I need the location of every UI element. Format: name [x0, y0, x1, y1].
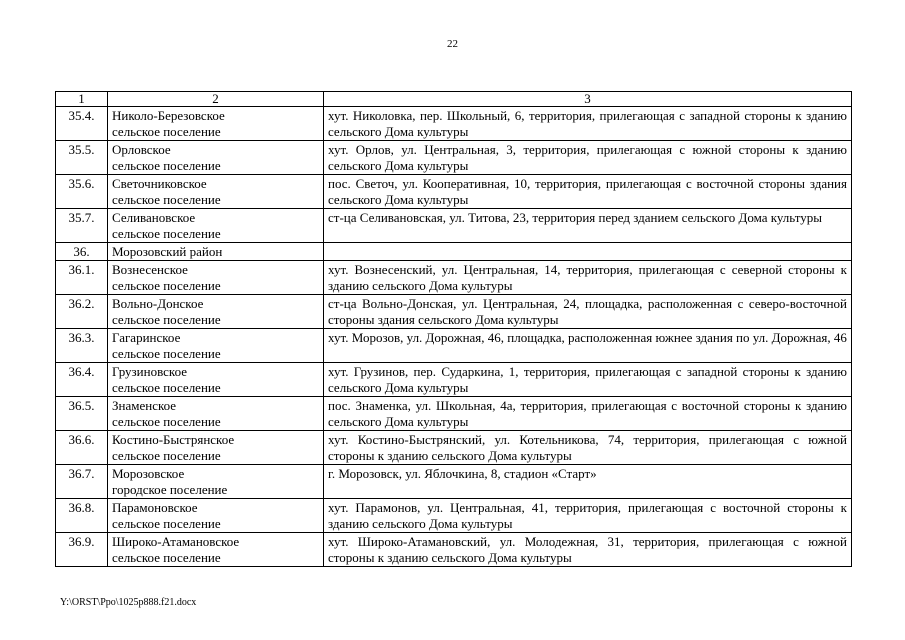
settlement-type: сельское поселение: [112, 124, 221, 139]
location-address: хут. Костино-Быстрянский, ул. Котельникова, 74, территория, прилегающая с южной стороны к зданию сельского Дома культуры: [324, 431, 852, 465]
table-row: [56, 141, 852, 175]
settlement-type: сельское поселение: [112, 158, 221, 173]
settlement-name-cell: [108, 397, 324, 431]
settlement-name: Селивановское: [112, 210, 196, 225]
location-address: пос. Светоч, ул. Кооперативная, 10, территория, прилегающая с восточной стороны здания сельского Дома культуры: [324, 175, 852, 209]
settlement-name-cell: [108, 329, 324, 363]
settlement-type: сельское поселение: [112, 192, 221, 207]
settlement-name: Парамоновское: [112, 500, 198, 515]
location-address: хут. Широко-Атамановский, ул. Молодежная, 31, территория, прилегающая с южной стороны к зданию сельского Дома культуры: [324, 533, 852, 567]
location-address: хут. Грузинов, пер. Сударкина, 1, территория, прилегающая с западной стороны к зданию сельского Дома культуры: [324, 363, 852, 397]
location-address: хут. Морозов, ул. Дорожная, 46, площадка, расположенная южнее здания по ул. Дорожная, 46: [324, 329, 852, 363]
header-col-number: 1: [56, 92, 108, 107]
table-row: [56, 363, 852, 397]
settlement-type: городское поселение: [112, 482, 228, 497]
settlement-name-cell: [108, 209, 324, 243]
row-number: 36.3.: [56, 329, 108, 363]
settlement-name: Знаменское: [112, 398, 177, 413]
location-address: ст-ца Вольно-Донская, ул. Центральная, 24, площадка, расположенная с северо-восточной стороны здания сельского Дома культуры: [324, 295, 852, 329]
settlement-type: сельское поселение: [112, 550, 221, 565]
settlement-name: Гагаринское: [112, 330, 181, 345]
row-number: 36.6.: [56, 431, 108, 465]
location-address: пос. Знаменка, ул. Школьная, 4а, территория, прилегающая с восточной стороны к зданию сельского Дома культуры: [324, 397, 852, 431]
location-address: хут. Парамонов, ул. Центральная, 41, территория, прилегающая с восточной стороны к зданию сельского Дома культуры: [324, 499, 852, 533]
table-row: [56, 295, 852, 329]
location-address: хут. Вознесенский, ул. Центральная, 14, территория, прилегающая с северной стороны к зданию сельского Дома культуры: [324, 261, 852, 295]
row-number: 36.9.: [56, 533, 108, 567]
settlement-type: сельское поселение: [112, 312, 221, 327]
row-number: 36.7.: [56, 465, 108, 499]
settlement-name-cell: [108, 107, 324, 141]
settlement-type: сельское поселение: [112, 346, 221, 361]
settlement-name: Светочниковское: [112, 176, 207, 191]
settlement-name: Костино-Быстрянское: [112, 432, 235, 447]
file-path-footer: Y:\ORST\Ppo\1025p888.f21.docx: [60, 597, 197, 608]
location-address: ст-ца Селивановская, ул. Титова, 23, территория перед зданием сельского Дома культуры: [324, 209, 852, 243]
table-row: [56, 209, 852, 243]
header-col-address: 3: [324, 92, 852, 107]
location-address: [324, 243, 852, 261]
location-address: г. Морозовск, ул. Яблочкина, 8, стадион «Старт»: [324, 465, 852, 499]
settlement-name: Морозовское: [112, 466, 185, 481]
settlement-name: Вольно-Донское: [112, 296, 204, 311]
settlement-name: Широко-Атамановское: [112, 534, 240, 549]
table-row: [56, 431, 852, 465]
settlement-name: Вознесенское: [112, 262, 188, 277]
settlement-name-cell: [108, 431, 324, 465]
settlement-name-cell: [108, 261, 324, 295]
settlement-name: Орловское: [112, 142, 171, 157]
table-row: [56, 465, 852, 499]
settlement-name-cell: [108, 175, 324, 209]
table-row: [56, 243, 852, 261]
locations-table: [55, 91, 852, 567]
row-number: 36.: [56, 243, 108, 261]
header-col-name: 2: [108, 92, 324, 107]
settlement-name-cell: [108, 533, 324, 567]
row-number: 36.2.: [56, 295, 108, 329]
row-number: 35.4.: [56, 107, 108, 141]
settlement-name-cell: [108, 465, 324, 499]
row-number: 36.5.: [56, 397, 108, 431]
settlement-type: сельское поселение: [112, 278, 221, 293]
settlement-name-cell: [108, 363, 324, 397]
settlement-name-cell: [108, 295, 324, 329]
row-number: 36.1.: [56, 261, 108, 295]
table-row: [56, 175, 852, 209]
table-row: [56, 107, 852, 141]
settlement-type: сельское поселение: [112, 448, 221, 463]
row-number: 36.8.: [56, 499, 108, 533]
table-row: [56, 329, 852, 363]
location-address: хут. Николовка, пер. Школьный, 6, территория, прилегающая с западной стороны к зданию сельского Дома культуры: [324, 107, 852, 141]
settlement-type: сельское поселение: [112, 414, 221, 429]
settlement-name: Морозовский район: [112, 244, 223, 259]
settlement-type: сельское поселение: [112, 380, 221, 395]
settlement-type: сельское поселение: [112, 516, 221, 531]
page-number: 22: [447, 38, 458, 50]
table-row: [56, 499, 852, 533]
settlement-name-cell: [108, 499, 324, 533]
row-number: 36.4.: [56, 363, 108, 397]
settlement-type: сельское поселение: [112, 226, 221, 241]
settlement-name-cell: [108, 243, 324, 261]
settlement-name: Николо-Березовское: [112, 108, 225, 123]
table-row: [56, 397, 852, 431]
row-number: 35.5.: [56, 141, 108, 175]
settlement-name-cell: [108, 141, 324, 175]
settlement-name: Грузиновское: [112, 364, 187, 379]
location-address: хут. Орлов, ул. Центральная, 3, территория, прилегающая с южной стороны к зданию сельского Дома культуры: [324, 141, 852, 175]
row-number: 35.6.: [56, 175, 108, 209]
table-row: [56, 261, 852, 295]
table-header-row: [56, 92, 852, 107]
row-number: 35.7.: [56, 209, 108, 243]
table-row: [56, 533, 852, 567]
